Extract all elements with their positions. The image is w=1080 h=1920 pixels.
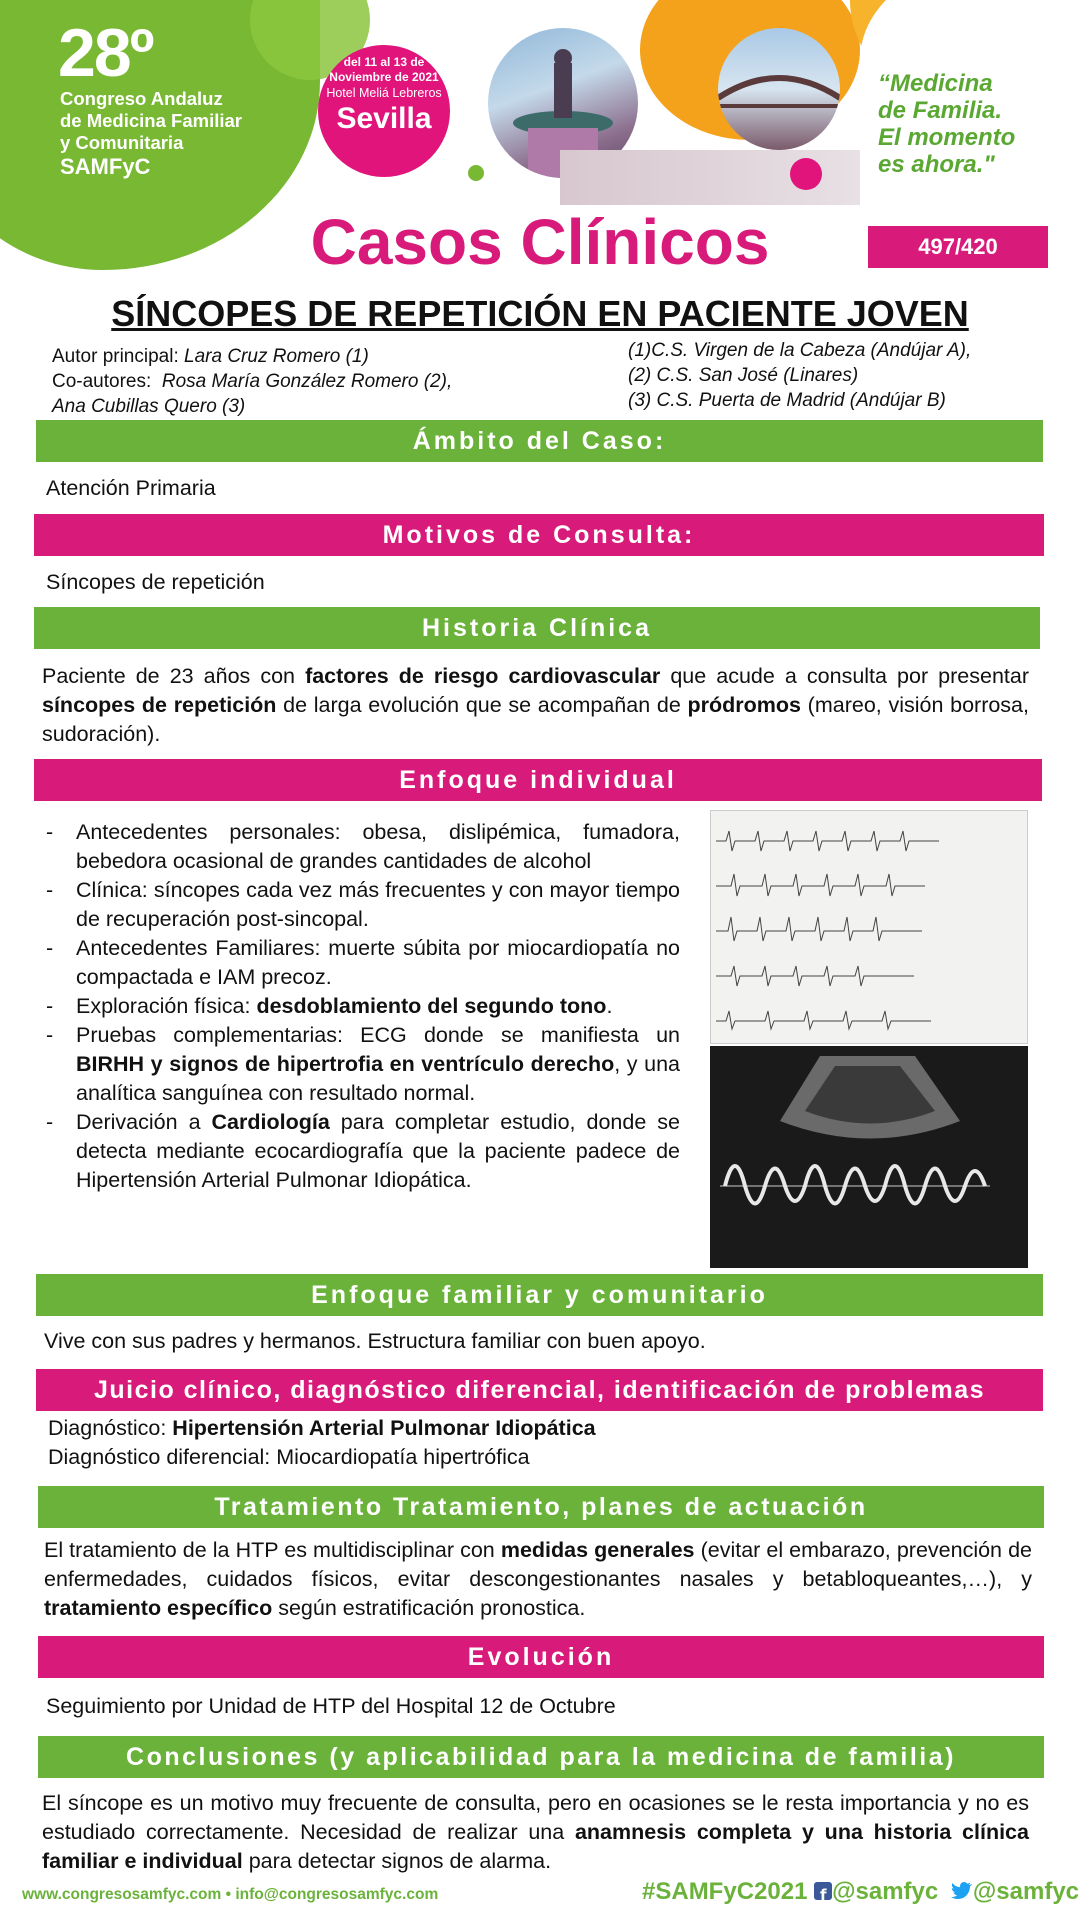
congress-name-line: SAMFyC — [60, 154, 151, 179]
quote-line: El momento — [878, 124, 1016, 151]
tratamiento-text-part: El tratamiento de la HTP es multidisciplinar con — [44, 1538, 501, 1562]
main-author-label: Autor principal: — [52, 346, 179, 367]
main-author-name: Lara Cruz Romero (1) — [184, 346, 369, 367]
diagnosis-label: Diagnóstico: — [48, 1416, 173, 1440]
co-authors-line — [52, 369, 452, 394]
historia-text-part: (mareo, visión borrosa, sudoración). — [42, 693, 1029, 746]
date-line: del 11 al 13 de — [343, 55, 425, 69]
section-header-tratamiento: Tratamiento Tratamiento, planes de actuación — [38, 1486, 1044, 1528]
differential-value: Miocardiopatía hipertrófica — [276, 1445, 530, 1469]
twitter-icon[interactable] — [951, 1879, 973, 1907]
city: Sevilla — [336, 102, 432, 135]
list-item — [44, 1021, 680, 1108]
section-header-motivos: Motivos de Consulta: — [34, 514, 1044, 556]
health-centers — [628, 338, 971, 413]
website-link[interactable]: www.congresosamfyc.com — [22, 1886, 222, 1903]
date-venue-badge — [318, 45, 450, 177]
quote-line: de Familia. — [878, 97, 1003, 124]
list-item-text: Exploración física: — [76, 994, 257, 1018]
email-link[interactable]: info@congresosamfyc.com — [235, 1886, 439, 1903]
tratamiento-text-part: (evitar el embarazo, prevención de enfermedades, cuidados físicos, evitar descongestionantes nasales y betabloqueantes,…), y — [44, 1538, 1032, 1591]
historia-text-part: Paciente de 23 años con — [42, 664, 306, 688]
section-header-individual: Enfoque individual — [34, 759, 1042, 801]
individual-list — [44, 818, 680, 1195]
diagnosis-value: Hipertensión Arterial Pulmonar Idiopática — [172, 1416, 596, 1440]
list-item: - Antecedentes Familiares: muerte súbita por miocardiopatía no compactada e IAM precoz. — [44, 934, 680, 992]
case-title: SÍNCOPES DE REPETICIÓN EN PACIENTE JOVEN — [111, 293, 969, 334]
list-item-text: . — [606, 994, 613, 1018]
date-line: Noviembre de 2021 — [329, 70, 439, 84]
familiar-text: Vive con sus padres y hermanos. Estructura familiar con buen apoyo. — [44, 1329, 706, 1353]
footer-social — [642, 1878, 1079, 1907]
authors-block — [52, 344, 452, 419]
conclusiones-bold-part: anamnesis completa y una historia clínica familiar e individual — [42, 1820, 1029, 1873]
list-item-text: Pruebas complementarias: ECG donde se manifiesta un — [76, 1023, 680, 1047]
section-header-evolucion: Evolución — [38, 1636, 1044, 1678]
pink-dot-decoration — [790, 158, 822, 190]
historia-text-part: que acude a consulta por presentar — [660, 664, 1030, 688]
juicio-text — [48, 1414, 596, 1472]
facebook-handle[interactable]: @samfyc — [832, 1878, 939, 1905]
list-item: - Antecedentes personales: obesa, dislipémica, fumadora, bebedora ocasional de grandes cantidades de alcohol — [44, 818, 680, 876]
bridge-photo — [718, 28, 840, 150]
section-header-ambito: Ámbito del Caso: — [36, 420, 1043, 462]
green-dot-decoration — [468, 165, 484, 181]
ambito-text: Atención Primaria — [46, 476, 216, 500]
list-item-text: , y una analítica sanguínea con resultado normal. — [76, 1052, 681, 1105]
tratamiento-bold-part: medidas generales — [500, 1538, 695, 1562]
venue: Hotel Meliá Lebreros — [326, 86, 442, 100]
list-item-bold: desdoblamiento del segundo tono — [256, 994, 607, 1018]
co-authors-names-2: Ana Cubillas Quero (3) — [52, 396, 246, 417]
list-item-text: Derivación a — [76, 1110, 212, 1134]
slogan-quote — [878, 70, 1058, 178]
list-item-bold: BIRHH y signos de hipertrofia en ventrículo derecho — [76, 1052, 615, 1076]
quote-line: es ahora." — [878, 151, 995, 178]
section-header-conclusiones: Conclusiones (y aplicabilidad para la medicina de familia) — [38, 1736, 1044, 1778]
historia-bold-part: pródromos — [687, 693, 801, 717]
historia-bold-part: factores de riesgo cardiovascular — [305, 664, 661, 688]
footer-separator: • — [225, 1886, 232, 1903]
congress-name-line: y Comunitaria — [60, 132, 184, 153]
svg-text:f: f — [820, 1885, 827, 1903]
historia-text — [42, 662, 1029, 749]
congress-name-line: Congreso Andaluz — [60, 88, 223, 109]
case-code-badge: 497/420 — [868, 226, 1048, 268]
section-header-historia: Historia Clínica — [34, 607, 1040, 649]
tratamiento-text — [44, 1536, 1032, 1623]
differential-label: Diagnóstico diferencial: — [48, 1445, 277, 1469]
conclusiones-text-part: para detectar signos de alarma. — [242, 1849, 552, 1873]
section-label: Casos Clínicos — [310, 206, 770, 278]
conclusiones-text-part: El síncope es un motivo muy frecuente de consulta, pero en ocasiones se le resta importancia y no es estudiado correctamente. Necesidad de realizar una — [42, 1791, 1029, 1844]
diagnosis-line — [48, 1414, 596, 1443]
list-item — [44, 992, 680, 1021]
center-item: (3) C.S. Puerta de Madrid (Andújar B) — [628, 390, 946, 411]
hashtag: #SAMFyC2021 — [642, 1878, 808, 1905]
list-item — [44, 1108, 680, 1195]
ecg-image — [710, 810, 1028, 1044]
section-header-familiar: Enfoque familiar y comunitario — [36, 1274, 1043, 1316]
conclusiones-text — [42, 1789, 1029, 1876]
congress-name — [60, 88, 300, 178]
center-item: (1)C.S. Virgen de la Cabeza (Andújar A), — [628, 340, 972, 361]
facebook-icon[interactable] — [814, 1882, 832, 1903]
twitter-handle[interactable]: @samfyc — [972, 1878, 1080, 1905]
section-header-juicio: Juicio clínico, diagnóstico diferencial, identificación de problemas — [36, 1369, 1043, 1411]
list-item-bold: Cardiología — [211, 1110, 330, 1134]
differential-line — [48, 1443, 596, 1472]
historia-bold-part: síncopes de repetición — [42, 693, 277, 717]
congress-number: 28º — [58, 15, 153, 91]
list-item-text: para completar estudio, donde se detecta mediante ecocardiografía que la paciente padece de Hipertensión Arterial Pulmonar Idiopática. — [76, 1110, 681, 1192]
evolucion-text: Seguimiento por Unidad de HTP del Hospital 12 de Octubre — [46, 1694, 616, 1718]
co-authors-label: Co-autores: — [52, 371, 152, 392]
co-authors-names: Rosa María González Romero (2), — [161, 371, 453, 392]
echocardiogram-image — [710, 1046, 1028, 1268]
list-item: - Clínica: síncopes cada vez más frecuentes y con mayor tiempo de recuperación post-sincopal. — [44, 876, 680, 934]
congress-name-line: de Medicina Familiar — [60, 110, 242, 131]
footer-contact — [22, 1886, 438, 1904]
co-authors-line-2 — [52, 394, 452, 419]
historia-text-part: de larga evolución que se acompañan de — [276, 693, 688, 717]
quote-line: “Medicina — [878, 70, 993, 97]
main-author-line — [52, 344, 452, 369]
tratamiento-bold-part: tratamiento específico — [44, 1596, 273, 1620]
motivos-text: Síncopes de repetición — [46, 570, 265, 594]
center-item: (2) C.S. San José (Linares) — [628, 365, 859, 386]
tratamiento-text-part: según estratificación pronostica. — [272, 1596, 586, 1620]
